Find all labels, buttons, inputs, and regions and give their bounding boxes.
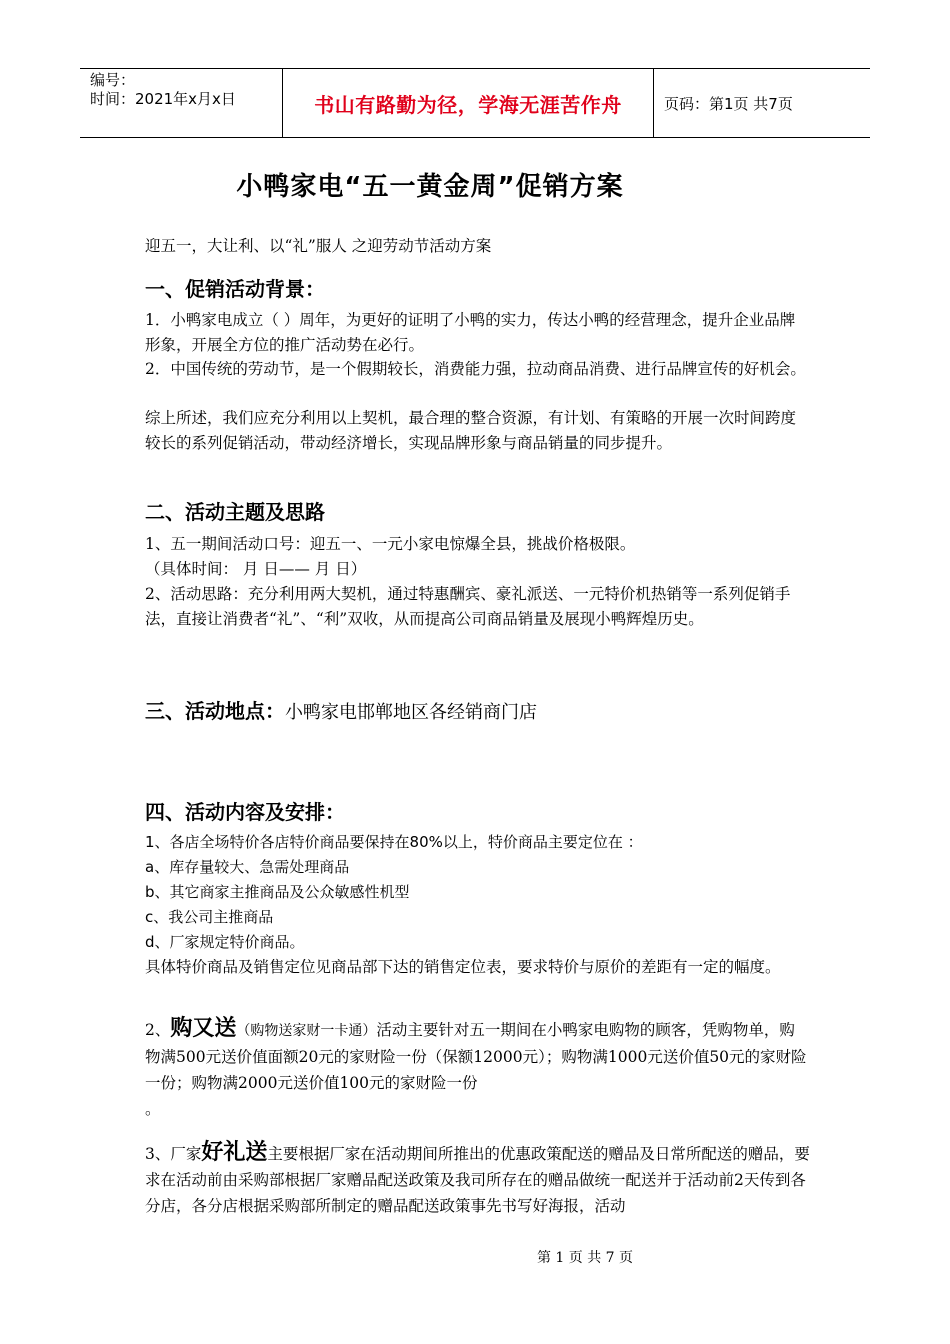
item3-number: 3、厂家 bbox=[145, 1145, 202, 1163]
section4-item-d: d、厂家规定特价商品。 bbox=[145, 933, 305, 951]
section1-paragraph-3: 综上所述，我们应充分利用以上契机，最合理的整合资源，有计划、有策略的开展一次时间跨度较长的系列促销活动，带动经济增长，实现品牌形象与商品销量的同步提升。 bbox=[145, 409, 797, 452]
page-footer: 第 1 页 共 7 页 bbox=[536, 1250, 634, 1266]
section2-heading: 二、活动主题及思路 bbox=[145, 500, 325, 524]
section4-item-2 bbox=[145, 1016, 810, 1122]
section3-heading bbox=[145, 695, 537, 724]
item2-number: 2、 bbox=[145, 1021, 171, 1039]
section1-paragraph-1: 1．小鸭家电成立（ ）周年，为更好的证明了小鸭的实力，传达小鸭的经营理念，提升企业品牌形象，开展全方位的推广活动势在必行。 bbox=[145, 311, 796, 354]
section4-item-1: 1、各店全场特价各店特价商品要保持在80%以上，特价商品主要定位在 ： bbox=[145, 833, 643, 851]
section4-item-a: a、库存量较大、急需处理商品 bbox=[145, 858, 350, 876]
item3-text: 主要根据厂家在活动期间所推出的优惠政策配送的赠品及日常所配送的赠品，要求在活动前由采购部根据厂家赠品配送政策及我司所存在的赠品做统一配送并于活动前2天传到各分店，各分店根据采购部所制定的赠品配送政策事先书写好海报，活动 bbox=[145, 1145, 810, 1215]
section2-time: （具体时间： 月 日—— 月 日） bbox=[145, 560, 367, 578]
section4-note: 具体特价商品及销售定位见商品部下达的销售定位表，要求特价与原价的差距有一定的幅度。 bbox=[145, 958, 781, 976]
section2-paragraph-1: 1、五一期间活动口号：迎五一、一元小家电惊爆全县，挑战价格极限。 bbox=[145, 535, 636, 553]
item2-subtitle: （购物送家财一卡通） bbox=[236, 1023, 377, 1039]
time-label: 时间：2021年x月x日 bbox=[90, 90, 236, 108]
section1-paragraph-2: 2．中国传统的劳动节，是一个假期较长，消费能力强，拉动商品消费、进行品牌宣传的好机会。 bbox=[145, 360, 806, 378]
code-label: 编号： bbox=[90, 71, 136, 89]
subtitle: 迎五一，大让利、以“礼”服人 之迎劳动节活动方案 bbox=[145, 237, 492, 255]
item2-end: 。 bbox=[145, 1100, 161, 1118]
section4-item-b: b、其它商家主推商品及公众敏感性机型 bbox=[145, 883, 410, 901]
section3-label: 三、活动地点： bbox=[145, 699, 285, 723]
document-title: 小鸭家电“五一黄金周”促销方案 bbox=[236, 172, 624, 202]
section4-item-c: c、我公司主推商品 bbox=[145, 908, 274, 926]
page-info: 页码：第1页 共7页 bbox=[664, 94, 793, 113]
header-info-cell bbox=[80, 69, 283, 137]
section2-paragraph-2: 2、活动思路：充分利用两大契机，通过特惠酬宾、豪礼派送、一元特价机热销等一系列促销手法，直接让消费者“礼”、“利”双收，从而提高公司商品销量及展现小鸭辉煌历史。 bbox=[145, 585, 791, 628]
header-page-cell bbox=[654, 69, 870, 137]
section4-item-3 bbox=[145, 1140, 810, 1219]
section3-value: 小鸭家电邯郸地区各经销商门店 bbox=[285, 702, 537, 723]
section1-heading: 一、促销活动背景： bbox=[145, 277, 325, 301]
item2-text: 活动主要针对五一期间在小鸭家电购物的顾客，凭购物单，购物满500元送价值面额20元的家财险一份（保额12000元）；购物满1000元送价值50元的家财险一份；购物满2000元送价值100元的家财险一份 bbox=[145, 1021, 807, 1092]
section4-heading: 四、活动内容及安排： bbox=[145, 800, 345, 824]
motto: 书山有路勤为径，学海无涯苦作舟 bbox=[314, 92, 622, 117]
header-motto-cell bbox=[283, 69, 654, 137]
header-table bbox=[80, 68, 870, 138]
item3-title: 好礼送 bbox=[201, 1140, 268, 1165]
item2-title: 购又送 bbox=[170, 1016, 237, 1041]
